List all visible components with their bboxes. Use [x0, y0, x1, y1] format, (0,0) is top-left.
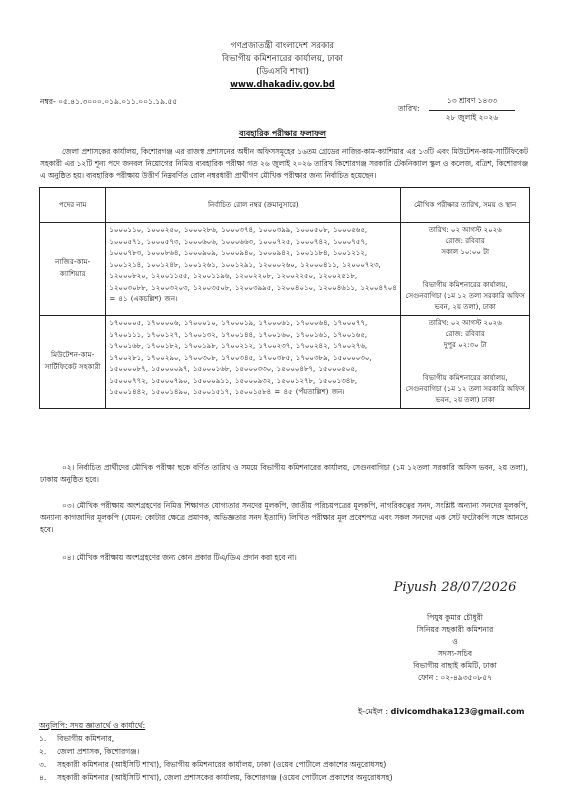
list-number: ৪.: [39, 773, 47, 782]
subject-title: ব্যবহারিক পরীক্ষার ফলাফল: [239, 129, 326, 138]
list-text: সহকারী কমিশনার (আইসিটি শাখা), বিভাগীয় কমিশনারের কার্যালয়, ঢাকা (ওয়েব পোর্টালে প্রকাশের অনুরোধসহ): [57, 760, 387, 769]
copies-list: [39, 732, 393, 784]
viva-day: রোজ: রবিবার: [445, 330, 485, 338]
viva-date: তারিখ: ০২ আগস্ট ২০২৬: [428, 226, 502, 234]
table-header-row: [40, 188, 530, 223]
viva-info: [401, 316, 530, 409]
viva-place: বিভাগীয় কমিশনারের কার্যালয়, সেগুনবাগিচা (১ম ১২ তলা সরকারি অফিস ভবন, ২য় তলা), ঢাকা: [405, 281, 525, 311]
list-item: [39, 732, 393, 745]
paragraph-4: ০৪। মৌখিক পরীক্ষায় অংশগ্রহণের জন্য কোন প্রকার টিএ/ডিএ প্রদান করা হবে না।: [62, 553, 297, 562]
viva-time: সকাল ১০:০০ টা: [441, 248, 489, 256]
signer-committee: বিভাগীয় বাছাই কমিটি, ঢাকা: [413, 661, 497, 670]
viva-date: তারিখ: ০২ আগস্ট ২০২৬: [428, 319, 502, 327]
date-bangla: ১৩ শ্রাবণ ১৪৩৩: [429, 94, 515, 111]
viva-day: রোজ: রবিবার: [445, 237, 485, 245]
viva-place: বিভাগীয় কমিশনারের কার্যালয়, সেগুনবাগিচা (১ম ১২ তলা সরকারি অফিস ভবন, ২য় তলা) ঢাকা: [405, 374, 525, 404]
list-item: [39, 758, 393, 771]
roll-numbers: ১০০০১১০, ১০০০২৫০, ১০০০২৮৬, ১০০০৩৭৪, ১০০০৩৯৯, ১০০০৫০৮, ১০০০৫৬৫, ১০০০৫৭১, ১০০০৫৭৩, ১০০০৬০৬, ১০০০৬৬৩, ১০০০৭২৫, ১০০০৭৪২, ১০০০৭৫৭, ১০০০৭৮৩, ১০০০৮৬৪, ১০০০৯০৯, ১০০০৯৪০, ১০০০৯৪২, ১০০১১৮৪, ১০০১২১২, ১০০১২১৪, ১০০১২৪৮, ১০০১২৬১, ১০০১২৯১, ১২০০০২৬০, ১২০০০৪১১, ১২০০০৭২৩, ১২০০০৮২০, ১২০০১১৫৫, ১২০০১১৯৬, ১২০০২২০৮, ১২০০২২৫০, ১২০০২৫১৮, ১২০০৩০৮৮, ১২০০৩২০৩, ১২০০৩৫০৮, ১২০০৩৯৯৫, ১২০০৪০১০, ১২০০৪৬১১, ১২০০৪৭০৪ = ৪১ (একচল্লিশ) জন।: [106, 223, 401, 316]
viva-info: [401, 223, 530, 316]
signer-designation: সিনিয়র সহকারী কমিশনার: [416, 625, 494, 634]
table-row: [40, 316, 530, 409]
date-box: [429, 94, 515, 127]
paragraph-3: ০৩। মৌখিক পরীক্ষায় অংশগ্রহণের নিমিত্ত শিক্ষাগত যোগ্যতার সনদের মূলকপি, জাতীয় পরিচয়পত্রের মূলকপি, নাগরিকত্বের সনদ, সংশ্লিষ্ট অন্যান্য সনদের মূলকপি, অন্যান্য কাগজাদির মূলকপি (যেমন: কোটার ক্ষেত্রে প্রমাণক, অভিজ্ঞতার সনদ ইত্যাদি) লিখিত পরীক্ষার মূল প্রবেশপত্র এবং সকল সনদের এক সেট ফটোকপি সঙ্গে আনতে হবে।: [40, 501, 528, 534]
list-number: ১.: [39, 734, 47, 743]
list-text: জেলা প্রশাসক, কিশোরগঞ্জ।: [57, 747, 140, 756]
list-text: সহকারী কমিশনার (আইসিটি শাখা), জেলা প্রশাসকের কার্যালয়, কিশোরগঞ্জ (ওয়েব পোর্টালে প্রকাশের অনুরোধসহ): [57, 773, 393, 782]
email-line: [358, 706, 524, 719]
list-number: ৩.: [39, 760, 47, 769]
table-row: [40, 223, 530, 316]
roll-numbers: ১৭০০০০৫, ১৭০০০০৬, ১৭০০০১০, ১৭০০০১৯, ১৭০০০৬১, ১৭০০০৬৪, ১৭০০০৭৭, ১৭০০১১১, ১৭০০১২৭, ১৭০০১৩২, ১৭০০১৪৪, ১৭০০১৬০, ১৭০০১৬১, ১৭০০১৬৫, ১৭০০১৬৮, ১৭০০১৮২, ১৭০০১৯৮, ১৭০০২১২, ১৭০০২৩৭, ১৭০০২৪২, ১৭০০২৭৬, ১৭০০২৮১, ১৭০০২৯০, ১৭০০৩০৮, ১৭০০৩৪৫, ১৭০০৩৮৫, ১৭০০৩৮৯, ১৫০০০০৩০, ১৫০০০০৮৭, ১৫০০০০৯৭, ১৫০০০১৬৮, ১৫০০০৩৩০, ১৫০০০৪৮৭, ১৫০০০৫০৫, ১৫০০০৭৭২, ১৫০০০৭৯০, ১৫০০০৯১১, ১৫০০০৯৩২, ১৫০০১২৭৮, ১৫০০১৩৪৮, ১৫০০১৪৪২, ১৫০০১৪৯০, ১৫০০১৫১৭, ১৫০০১৫৮৪ = ৪৫ (পঁয়তাল্লিশ) জন।: [106, 316, 401, 409]
letterhead: [0, 40, 565, 92]
email-label: ই-মেইল :: [358, 707, 389, 716]
website-link[interactable]: www.dhakadiv.gov.bd: [230, 80, 335, 90]
email-address[interactable]: divicomdhaka123@gmail.com: [390, 707, 525, 716]
signer-role: সদস্য-সচিব: [437, 649, 473, 658]
header-office: বিভাগীয় কমিশনারের কার্যালয়, ঢাকা: [221, 54, 343, 64]
header-rolls: নির্বাচিত রোল নম্বর (ক্রমানুসারে): [106, 188, 401, 223]
list-number: ২.: [39, 747, 47, 756]
copies-title: অনুলিপি: সদয় জ্ঞাতার্থে ও কার্যার্থে:: [39, 721, 146, 730]
handwritten-signature: Piyush 28/07/2026: [393, 580, 517, 595]
list-item: [39, 771, 393, 784]
date-english: ২৮ জুলাই ২০২৬: [445, 113, 499, 122]
intro-paragraph: জেলা প্রশাসকের কার্যালয়, কিশোরগঞ্জ এর রাজস্ব প্রশাসনের অধীন অফিসসমূহের ১৬তম গ্রেডের নাজির-কাম-ক্যাশিয়ার এর ১৩টি এবং মিউটেশন-কাম-সার্টিফিকেট সহকারী এর ১২টি শূন্য পদে জনবল নিয়োগের নিমিত্ত ব্যবহারিক পরীক্ষা গত ২৬ জুলাই ২০২৬ তারিখ কিশোরগঞ্জ সরকারি টেকনিক্যাল স্কুল ও কলেজ, বত্রিশ, কিশোরগঞ্জ এ অনুষ্ঠিত হয়। ব্যবহারিক পরীক্ষায় উত্তীর্ণ নিম্নবর্ণিত রোল নম্বরধারী প্রার্থীগণ মৌখিক পরীক্ষার জন্য নির্বাচিত হয়েছেন।: [40, 147, 528, 180]
results-table: [39, 187, 530, 409]
date-label: তারিখ:: [398, 104, 420, 113]
header-government: গণপ্রজাতন্ত্রী বাংলাদেশ সরকার: [230, 41, 335, 51]
header-section: (ডিএসবি শাখা): [256, 67, 309, 77]
signer-and: ও: [452, 637, 458, 646]
post-name: মিউটেশন-কাম-সার্টিফিকেট সহকারী: [40, 316, 106, 409]
copies-section: [39, 719, 393, 784]
post-name: নাজির-কাম-ক্যাশিয়ার: [40, 223, 106, 316]
header-viva: মৌখিক পরীক্ষার তারিখ, সময় ও স্থান: [401, 188, 530, 223]
signer-phone: ফোন : ০২-৪৯৩৫০৮৫৭: [418, 673, 492, 682]
list-item: [39, 745, 393, 758]
paragraph-2: ০২। নির্বাচিত প্রার্থীদের মৌখিক পরীক্ষা ছকে বর্ণিত তারিখ ও সময়ে বিভাগীয় কমিশনারের কার্যালয়, সেগুনবাগিচা (১ম ১২তলা সরকারি অফিস ভবন, ২য় তলা), ঢাকায় অনুষ্ঠিত হবে।: [40, 463, 528, 484]
memo-number: নম্বর- ০৫.৪১.৩০০০.০১৯.০১১.০০১.১৯.৫৫: [40, 97, 178, 106]
signer-name: পিযুষ কুমার চৌধুরী: [427, 613, 483, 622]
signature-block: [380, 582, 530, 684]
list-text: বিভাগীয় কমিশনার,: [57, 734, 115, 743]
header-post: পদের নাম: [40, 188, 106, 223]
viva-time: দুপুর ০২:৩০ টা: [443, 341, 487, 349]
